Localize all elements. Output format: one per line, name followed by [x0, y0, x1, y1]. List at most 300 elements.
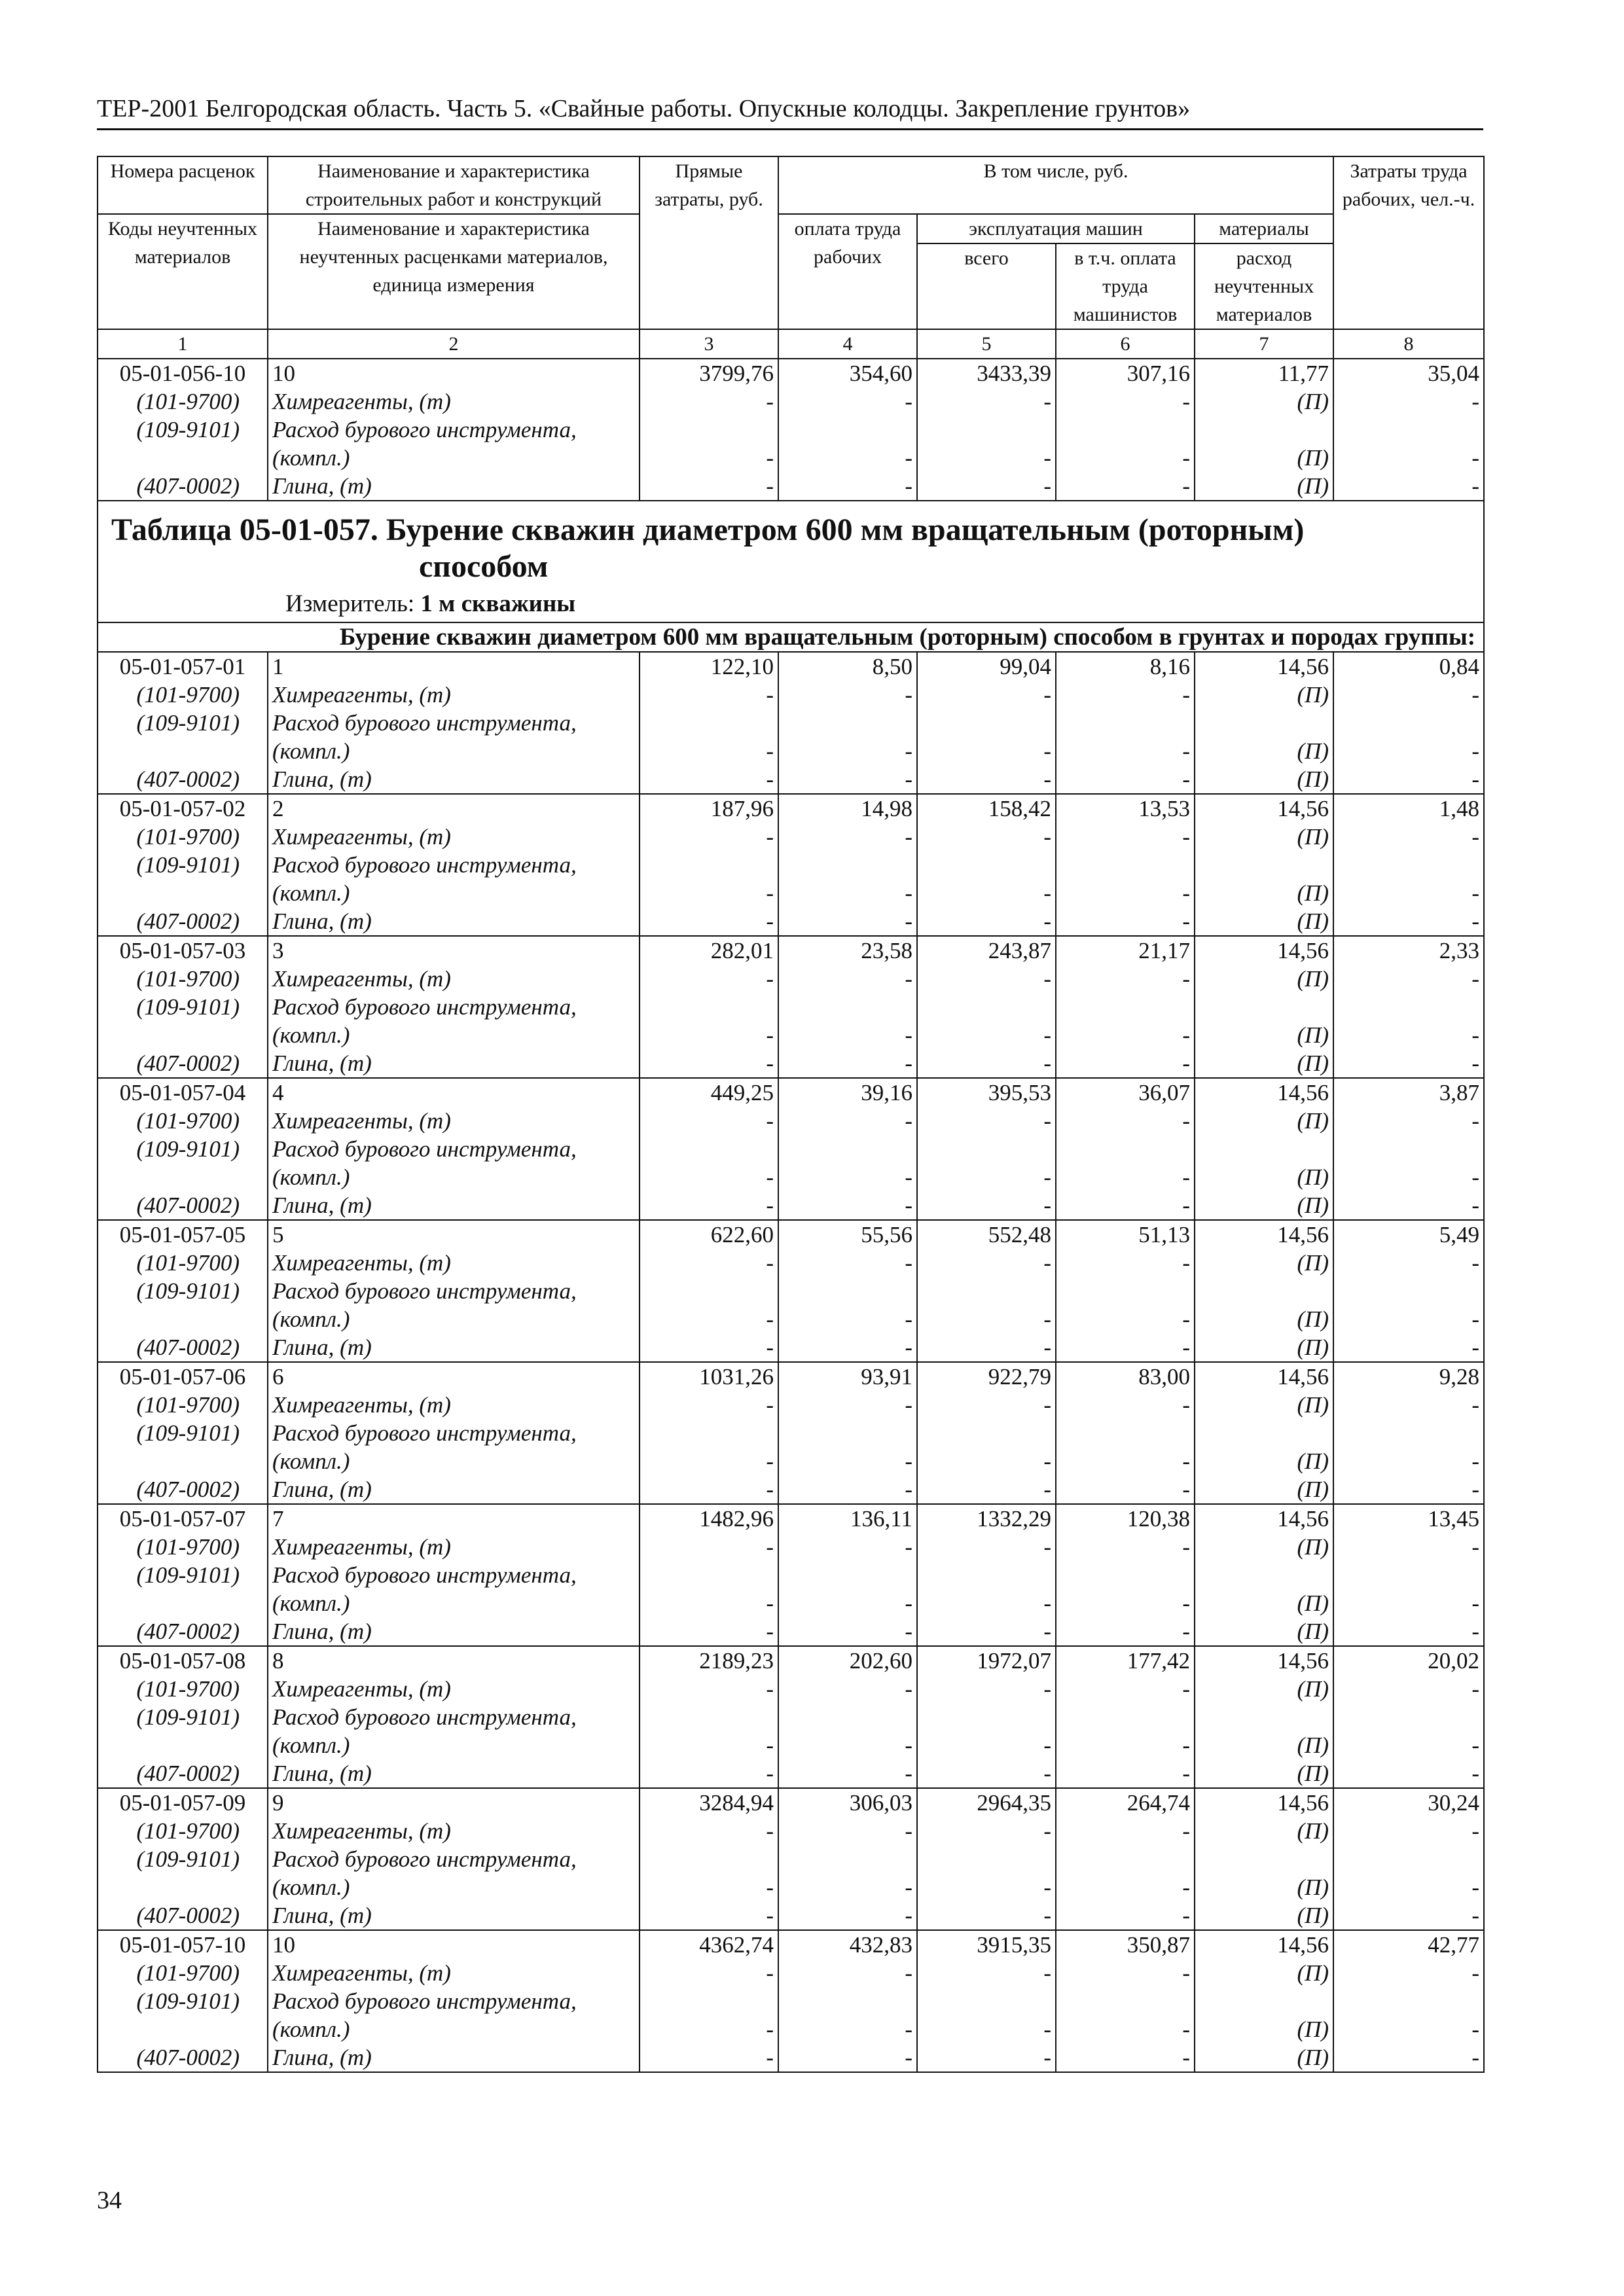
material-wages: - — [778, 1049, 917, 1078]
table-title-continued: способом — [419, 549, 549, 584]
material-code: (101-9700) — [98, 1959, 268, 1987]
col-number: 7 — [1195, 329, 1333, 359]
material-operators: - — [1056, 2043, 1195, 2072]
material-direct — [640, 1419, 778, 1447]
material-direct: - — [640, 1475, 778, 1504]
page-number: 34 — [97, 2187, 122, 2214]
machines-total: 3915,35 — [917, 1930, 1056, 1959]
material-labor: - — [1333, 737, 1484, 765]
material-name: Химреагенты, (т) — [268, 1107, 640, 1135]
material-wages: - — [778, 472, 917, 501]
material-mark: (П) — [1195, 879, 1333, 907]
material-wages: - — [778, 737, 917, 765]
material-operators: - — [1056, 1475, 1195, 1504]
material-row — [98, 1191, 1484, 1220]
worker-wages: 8,50 — [778, 652, 917, 681]
material-row — [98, 709, 1484, 737]
material-name-continued: (компл.) — [268, 879, 640, 907]
material-direct: - — [640, 1107, 778, 1135]
table-row — [98, 359, 1484, 387]
material-code: (407-0002) — [98, 907, 268, 936]
material-row — [98, 1959, 1484, 1987]
material-direct: - — [640, 1759, 778, 1788]
material-wages: - — [778, 1191, 917, 1220]
material-name: Глина, (т) — [268, 1191, 640, 1220]
material-name: Глина, (т) — [268, 1901, 640, 1930]
table-row — [98, 1220, 1484, 1249]
material-operators: - — [1056, 444, 1195, 472]
material-name: Химреагенты, (т) — [268, 1391, 640, 1419]
material-code-blank — [98, 2015, 268, 2043]
machines-total: 243,87 — [917, 936, 1056, 965]
material-operators — [1056, 416, 1195, 444]
material-mark: (П) — [1195, 1447, 1333, 1475]
material-wages: - — [778, 1873, 917, 1901]
material-labor: - — [1333, 823, 1484, 851]
rate-name: 3 — [268, 936, 640, 965]
material-row — [98, 1817, 1484, 1845]
material-row — [98, 1533, 1484, 1561]
material-code: (109-9101) — [98, 1277, 268, 1305]
material-machines: - — [917, 681, 1056, 709]
material-code-blank — [98, 1873, 268, 1901]
material-name: Расход бурового инструмента, — [268, 1135, 640, 1163]
material-row — [98, 1759, 1484, 1788]
material-row — [98, 681, 1484, 709]
material-machines: - — [917, 444, 1056, 472]
material-labor: - — [1333, 1817, 1484, 1845]
material-operators: - — [1056, 1447, 1195, 1475]
rate-name: 10 — [268, 359, 640, 387]
material-wages: - — [778, 2043, 917, 2072]
material-direct: - — [640, 1817, 778, 1845]
materials-cost: 14,56 — [1195, 1078, 1333, 1107]
material-code: (109-9101) — [98, 1135, 268, 1163]
material-code-blank — [98, 879, 268, 907]
material-direct — [640, 1561, 778, 1589]
material-name: Глина, (т) — [268, 2043, 640, 2072]
material-code: (101-9700) — [98, 1817, 268, 1845]
material-direct — [640, 1845, 778, 1873]
materials-cost: 14,56 — [1195, 1220, 1333, 1249]
material-wages: - — [778, 879, 917, 907]
material-mark: (П) — [1195, 681, 1333, 709]
material-mark — [1195, 709, 1333, 737]
material-operators: - — [1056, 1305, 1195, 1333]
material-machines — [917, 1419, 1056, 1447]
col-unaccounted-materials-header: расход неучтенных материалов — [1195, 243, 1333, 329]
material-labor: - — [1333, 1901, 1484, 1930]
material-wages: - — [778, 1959, 917, 1987]
material-direct: - — [640, 472, 778, 501]
material-operators: - — [1056, 1901, 1195, 1930]
material-wages: - — [778, 1305, 917, 1333]
material-row — [98, 1987, 1484, 2015]
material-row — [98, 1873, 1484, 1901]
material-labor: - — [1333, 1589, 1484, 1617]
operator-wages: 13,53 — [1056, 794, 1195, 823]
material-direct — [640, 1277, 778, 1305]
materials-cost: 14,56 — [1195, 1930, 1333, 1959]
material-operators — [1056, 709, 1195, 737]
material-code: (407-0002) — [98, 1049, 268, 1078]
material-mark: (П) — [1195, 1333, 1333, 1362]
material-operators — [1056, 993, 1195, 1021]
material-labor — [1333, 1845, 1484, 1873]
material-name: Глина, (т) — [268, 1049, 640, 1078]
material-labor: - — [1333, 387, 1484, 416]
material-labor — [1333, 993, 1484, 1021]
operator-wages: 307,16 — [1056, 359, 1195, 387]
material-labor — [1333, 1703, 1484, 1731]
material-name: Расход бурового инструмента, — [268, 1277, 640, 1305]
material-direct: - — [640, 1249, 778, 1277]
material-labor: - — [1333, 1959, 1484, 1987]
material-labor: - — [1333, 1533, 1484, 1561]
material-code-blank — [98, 1447, 268, 1475]
machines-total: 99,04 — [917, 652, 1056, 681]
material-mark — [1195, 1987, 1333, 2015]
rate-code: 05-01-057-03 — [98, 936, 268, 965]
material-wages: - — [778, 681, 917, 709]
material-labor: - — [1333, 1475, 1484, 1504]
materials-cost: 11,77 — [1195, 359, 1333, 387]
material-operators: - — [1056, 1391, 1195, 1419]
material-machines: - — [917, 1191, 1056, 1220]
material-direct: - — [640, 1191, 778, 1220]
material-name: Расход бурового инструмента, — [268, 1419, 640, 1447]
material-name: Химреагенты, (т) — [268, 1675, 640, 1703]
material-wages — [778, 851, 917, 879]
material-wages — [778, 1419, 917, 1447]
material-wages: - — [778, 387, 917, 416]
material-machines: - — [917, 1163, 1056, 1191]
material-operators: - — [1056, 1191, 1195, 1220]
machines-total: 395,53 — [917, 1078, 1056, 1107]
material-mark: (П) — [1195, 1191, 1333, 1220]
operator-wages: 350,87 — [1056, 1930, 1195, 1959]
material-row — [98, 993, 1484, 1021]
col-number: 2 — [268, 329, 640, 359]
material-wages: - — [778, 823, 917, 851]
material-machines: - — [917, 1447, 1056, 1475]
worker-wages: 93,91 — [778, 1362, 917, 1391]
material-mark: (П) — [1195, 2043, 1333, 2072]
material-direct: - — [640, 1901, 778, 1930]
material-direct: - — [640, 681, 778, 709]
material-row — [98, 1333, 1484, 1362]
material-labor: - — [1333, 1107, 1484, 1135]
material-code: (407-0002) — [98, 1475, 268, 1504]
table-row — [98, 1930, 1484, 1959]
material-machines: - — [917, 1675, 1056, 1703]
material-code: (109-9101) — [98, 1703, 268, 1731]
material-labor — [1333, 851, 1484, 879]
material-machines: - — [917, 1107, 1056, 1135]
material-name-continued: (компл.) — [268, 1021, 640, 1049]
worker-wages: 136,11 — [778, 1504, 917, 1533]
material-code: (109-9101) — [98, 993, 268, 1021]
material-wages: - — [778, 1901, 917, 1930]
material-row — [98, 1163, 1484, 1191]
material-labor: - — [1333, 765, 1484, 794]
material-machines: - — [917, 823, 1056, 851]
material-wages — [778, 416, 917, 444]
material-row — [98, 1419, 1484, 1447]
material-wages: - — [778, 444, 917, 472]
material-row — [98, 879, 1484, 907]
material-direct: - — [640, 1731, 778, 1759]
material-name: Химреагенты, (т) — [268, 1959, 640, 1987]
material-row — [98, 1391, 1484, 1419]
table-row — [98, 1788, 1484, 1817]
material-code: (101-9700) — [98, 823, 268, 851]
material-name: Расход бурового инструмента, — [268, 709, 640, 737]
material-row — [98, 765, 1484, 794]
material-direct: - — [640, 1617, 778, 1646]
material-row — [98, 907, 1484, 936]
material-name: Глина, (т) — [268, 907, 640, 936]
material-row — [98, 1249, 1484, 1277]
material-direct: - — [640, 1333, 778, 1362]
material-code: (407-0002) — [98, 1759, 268, 1788]
material-operators: - — [1056, 1107, 1195, 1135]
material-code: (109-9101) — [98, 851, 268, 879]
material-name: Глина, (т) — [268, 765, 640, 794]
material-machines: - — [917, 387, 1056, 416]
material-machines — [917, 1987, 1056, 2015]
material-name-continued: (компл.) — [268, 2015, 640, 2043]
material-machines: - — [917, 1589, 1056, 1617]
table-title-block — [98, 501, 1484, 622]
material-direct — [640, 416, 778, 444]
material-machines: - — [917, 1305, 1056, 1333]
material-code: (109-9101) — [98, 1987, 268, 2015]
subheading-spacer — [98, 622, 268, 652]
material-labor — [1333, 1561, 1484, 1589]
table-row — [98, 936, 1484, 965]
direct-costs: 2189,23 — [640, 1646, 778, 1675]
rate-name: 8 — [268, 1646, 640, 1675]
worker-wages: 202,60 — [778, 1646, 917, 1675]
material-direct: - — [640, 907, 778, 936]
material-operators — [1056, 851, 1195, 879]
material-mark — [1195, 1277, 1333, 1305]
col-materials-header: материалы — [1195, 214, 1333, 243]
material-labor: - — [1333, 2015, 1484, 2043]
material-mark: (П) — [1195, 1533, 1333, 1561]
material-machines: - — [917, 1873, 1056, 1901]
material-name-continued: (компл.) — [268, 737, 640, 765]
material-machines: - — [917, 1049, 1056, 1078]
material-machines: - — [917, 907, 1056, 936]
material-row — [98, 1703, 1484, 1731]
materials-cost: 14,56 — [1195, 1788, 1333, 1817]
material-wages: - — [778, 965, 917, 993]
col-number: 5 — [917, 329, 1056, 359]
material-machines: - — [917, 1333, 1056, 1362]
material-code-blank — [98, 737, 268, 765]
material-row — [98, 1107, 1484, 1135]
material-labor: - — [1333, 1305, 1484, 1333]
material-machines: - — [917, 879, 1056, 907]
material-wages — [778, 993, 917, 1021]
material-code: (101-9700) — [98, 965, 268, 993]
rate-code: 05-01-057-06 — [98, 1362, 268, 1391]
material-machines: - — [917, 1475, 1056, 1504]
material-machines — [917, 1277, 1056, 1305]
material-operators — [1056, 1277, 1195, 1305]
col-material-names-header: Наименование и характеристика неучтенных расценками материалов, единица измерения — [268, 214, 640, 329]
material-name-continued: (компл.) — [268, 1447, 640, 1475]
material-wages: - — [778, 1533, 917, 1561]
material-direct: - — [640, 1589, 778, 1617]
material-name: Расход бурового инструмента, — [268, 993, 640, 1021]
material-direct: - — [640, 1163, 778, 1191]
material-row — [98, 1731, 1484, 1759]
material-code: (109-9101) — [98, 1419, 268, 1447]
material-machines: - — [917, 1249, 1056, 1277]
material-labor: - — [1333, 1333, 1484, 1362]
material-operators: - — [1056, 387, 1195, 416]
col-work-name-header: Наименование и характеристика строительных работ и конструкций — [268, 156, 640, 214]
material-wages: - — [778, 907, 917, 936]
material-mark — [1195, 1135, 1333, 1163]
material-labor: - — [1333, 1391, 1484, 1419]
col-material-codes-header: Коды неучтенных материалов — [98, 214, 268, 329]
table-subheading: Бурение скважин диаметром 600 мм вращательным (роторным) способом в грунтах и породах группы: — [268, 622, 1484, 652]
material-row — [98, 1475, 1484, 1504]
material-machines — [917, 709, 1056, 737]
material-labor: - — [1333, 1731, 1484, 1759]
material-wages: - — [778, 1675, 917, 1703]
material-mark: (П) — [1195, 1759, 1333, 1788]
material-direct: - — [640, 1675, 778, 1703]
col-number: 6 — [1056, 329, 1195, 359]
material-name: Глина, (т) — [268, 1333, 640, 1362]
material-operators: - — [1056, 765, 1195, 794]
material-labor: - — [1333, 1873, 1484, 1901]
material-mark: (П) — [1195, 1049, 1333, 1078]
material-code: (101-9700) — [98, 1391, 268, 1419]
material-operators: - — [1056, 681, 1195, 709]
materials-cost: 14,56 — [1195, 794, 1333, 823]
material-name: Химреагенты, (т) — [268, 1249, 640, 1277]
material-direct: - — [640, 1049, 778, 1078]
material-name-continued: (компл.) — [268, 1305, 640, 1333]
measure-unit: Измеритель: 1 м скважины — [285, 590, 576, 617]
material-labor: - — [1333, 2043, 1484, 2072]
material-mark: (П) — [1195, 1817, 1333, 1845]
material-labor: - — [1333, 472, 1484, 501]
material-mark — [1195, 993, 1333, 1021]
material-name-continued: (компл.) — [268, 1873, 640, 1901]
material-machines: - — [917, 737, 1056, 765]
material-wages — [778, 1703, 917, 1731]
material-operators: - — [1056, 1049, 1195, 1078]
material-operators — [1056, 1845, 1195, 1873]
machines-total: 2964,35 — [917, 1788, 1056, 1817]
material-operators — [1056, 1703, 1195, 1731]
material-operators: - — [1056, 1589, 1195, 1617]
material-row — [98, 1561, 1484, 1589]
material-mark: (П) — [1195, 1675, 1333, 1703]
worker-wages: 306,03 — [778, 1788, 917, 1817]
labor-hours: 9,28 — [1333, 1362, 1484, 1391]
material-name: Химреагенты, (т) — [268, 681, 640, 709]
rate-code: 05-01-057-05 — [98, 1220, 268, 1249]
direct-costs: 187,96 — [640, 794, 778, 823]
material-wages — [778, 1561, 917, 1589]
col-number: 3 — [640, 329, 778, 359]
rate-name: 1 — [268, 652, 640, 681]
material-machines — [917, 1135, 1056, 1163]
material-direct: - — [640, 823, 778, 851]
material-labor: - — [1333, 965, 1484, 993]
material-mark: (П) — [1195, 907, 1333, 936]
material-machines — [917, 1845, 1056, 1873]
material-name: Расход бурового инструмента, — [268, 1987, 640, 2015]
material-labor: - — [1333, 907, 1484, 936]
material-code-blank — [98, 1305, 268, 1333]
material-wages — [778, 1845, 917, 1873]
material-mark — [1195, 1845, 1333, 1873]
material-operators: - — [1056, 1873, 1195, 1901]
material-row — [98, 1617, 1484, 1646]
rate-name: 4 — [268, 1078, 640, 1107]
material-row — [98, 965, 1484, 993]
material-machines — [917, 851, 1056, 879]
material-direct: - — [640, 1873, 778, 1901]
col-including-header: В том числе, руб. — [778, 156, 1333, 214]
material-mark — [1195, 1419, 1333, 1447]
material-operators: - — [1056, 1959, 1195, 1987]
labor-hours: 35,04 — [1333, 359, 1484, 387]
material-wages: - — [778, 1589, 917, 1617]
material-name: Расход бурового инструмента, — [268, 1703, 640, 1731]
labor-hours: 13,45 — [1333, 1504, 1484, 1533]
material-wages: - — [778, 1759, 917, 1788]
material-machines: - — [917, 965, 1056, 993]
material-labor: - — [1333, 1249, 1484, 1277]
material-labor — [1333, 416, 1484, 444]
material-operators — [1056, 1135, 1195, 1163]
material-operators: - — [1056, 1817, 1195, 1845]
material-code: (407-0002) — [98, 1901, 268, 1930]
material-mark: (П) — [1195, 444, 1333, 472]
material-operators: - — [1056, 2015, 1195, 2043]
operator-wages: 36,07 — [1056, 1078, 1195, 1107]
material-code-blank — [98, 1589, 268, 1617]
material-row — [98, 472, 1484, 501]
direct-costs: 1031,26 — [640, 1362, 778, 1391]
material-row — [98, 1447, 1484, 1475]
material-direct: - — [640, 2043, 778, 2072]
material-name: Расход бурового инструмента, — [268, 416, 640, 444]
material-row — [98, 444, 1484, 472]
material-mark: (П) — [1195, 1873, 1333, 1901]
col-machines-total-header: всего — [917, 243, 1056, 329]
material-row — [98, 1049, 1484, 1078]
machines-total: 922,79 — [917, 1362, 1056, 1391]
material-operators — [1056, 1419, 1195, 1447]
material-labor — [1333, 1419, 1484, 1447]
material-wages: - — [778, 1107, 917, 1135]
material-direct — [640, 1703, 778, 1731]
material-row — [98, 1277, 1484, 1305]
material-code-blank — [98, 444, 268, 472]
rate-code: 05-01-057-07 — [98, 1504, 268, 1533]
